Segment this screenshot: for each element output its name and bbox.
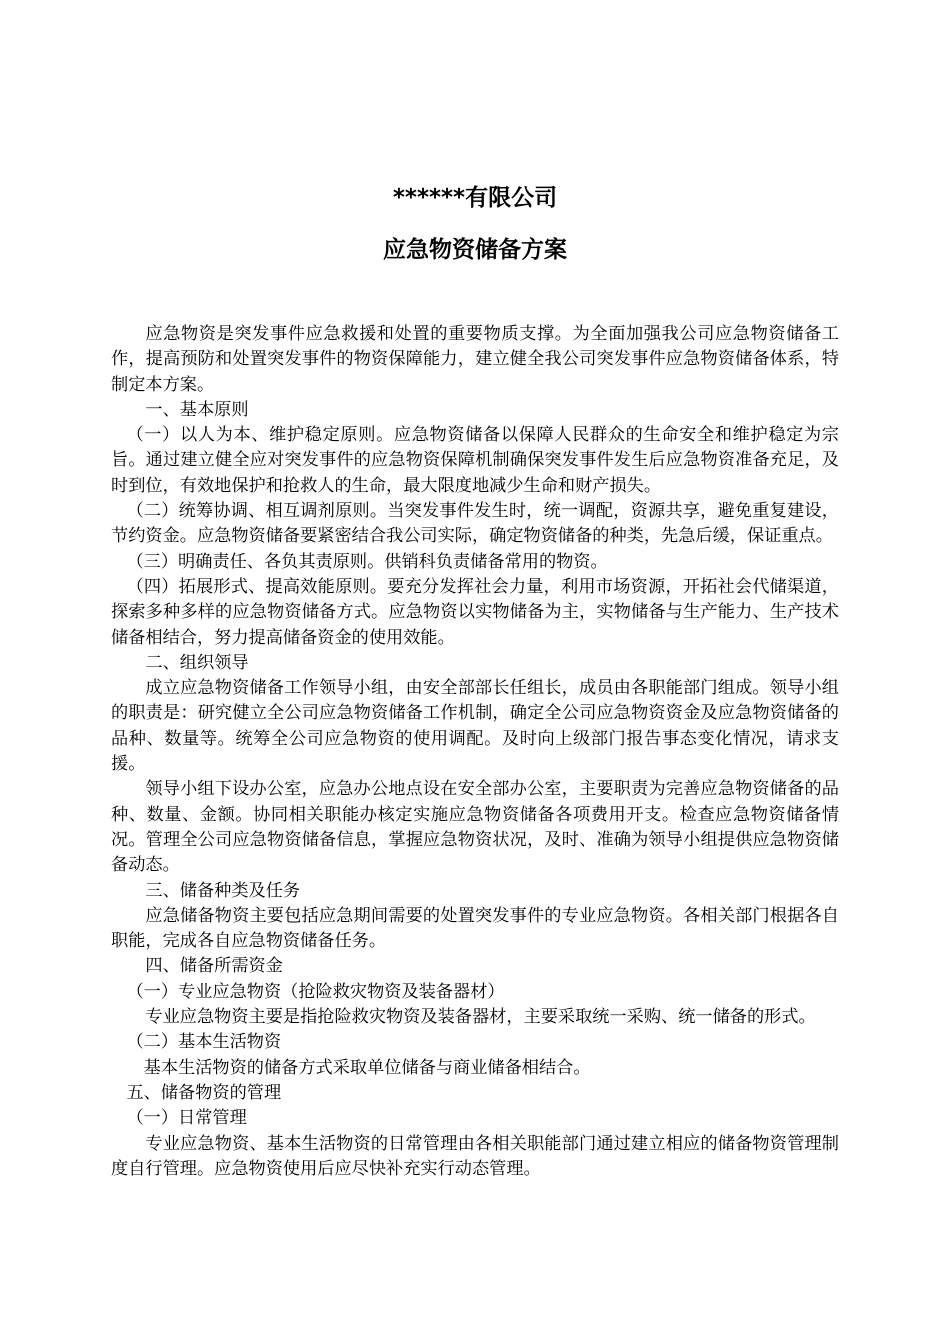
principle-paragraph: （一）以人为本、维护稳定原则。应急物资储备以保障人民群众的生命安全和维护稳定为宗旨。通过建立健全应对突发事件的应急物资保障机制确保突发事件发生后应急物资准备充足，及时到位，有效地保护和抢救人的生命，最大限度地减少生命和财产损失。 <box>111 425 839 496</box>
subsection-heading: （二）基本生活物资 <box>126 1032 282 1053</box>
principle-paragraph: （四）拓展形式、提高效能原则。要充分发挥社会力量，利用市场资源，开拓社会代储渠道，探索多种多样的应急物资储备方式。应急物资以实物储备为主，实物储备与生产能力、生产技术储备相结合，努力提高储备资金的使用效能。 <box>111 576 839 648</box>
principle-paragraph: （三）明确责任、各负其责原则。供销科负责储备常用的物资。 <box>126 551 608 572</box>
body-paragraph: 成立应急物资储备工作领导小组，由安全部部长任组长，成员由各职能部门组成。领导小组的职责是：研究健立全公司应急物资储备工作机制，确定全公司应急物资资金及应急物资储备的品种、数量等。统筹全公司应急物资的使用调配。及时向上级部门报告事态变化情况，请求支援。 <box>111 678 839 775</box>
body-paragraph: 应急储备物资主要包括应急期间需要的处置突发事件的专业应急物资。各相关部门根据各自职能，完成各自应急物资储备任务。 <box>111 905 839 952</box>
section-heading: 五、储备物资的管理 <box>126 1082 282 1103</box>
body-paragraph: 专业应急物资主要是指抢险救灾物资及装备器材，主要采取统一采购、统一储备的形式。 <box>145 1007 816 1028</box>
subsection-heading: （一）日常管理 <box>126 1108 247 1129</box>
intro-paragraph: 应急物资是突发事件应急救援和处置的重要物质支撑。为全面加强我公司应急物资储备工作，提高预防和处置突发事件的物资保障能力，建立健全我公司突发事件应急物资储备体系，特制定本方案。 <box>111 324 839 395</box>
section-heading: 三、储备种类及任务 <box>145 880 301 901</box>
section-heading: 一、基本原则 <box>145 399 249 420</box>
body-paragraph: 基本生活物资的储备方式采取单位储备与商业储备相结合。 <box>143 1057 591 1078</box>
body-paragraph: 专业应急物资、基本生活物资的日常管理由各相关职能部门通过建立相应的储备物资管理制度自行管理。应急物资使用后应尽快补充实行动态管理。 <box>111 1133 839 1179</box>
company-title: ******有限公司 <box>392 185 558 211</box>
principle-paragraph: （二）统筹协调、相互调剂原则。当突发事件发生时，统一调配，资源共享，避免重复建设，节约资金。应急物资储备要紧密结合我公司实际，确定物资储备的种类，先急后缓，保证重点。 <box>111 501 839 547</box>
document-body <box>111 322 839 1182</box>
section-heading: 四、储备所需资金 <box>145 956 283 977</box>
section-heading: 二、组织领导 <box>145 652 249 673</box>
document-title: 应急物资储备方案 <box>383 237 567 263</box>
subsection-heading: （一）专业应急物资（抢险救灾物资及装备器材） <box>126 981 505 1002</box>
body-paragraph: 领导小组下设办公室，应急办公地点设在安全部办公室，主要职责为完善应急物资储备的品种、数量、金额。协同相关职能办核定实施应急物资储备各项费用开支。检查应急物资储备情况。管理全公司应急物资储备信息，掌握应急物资状况，及时、准确为领导小组提供应急物资储备动态。 <box>111 779 839 876</box>
